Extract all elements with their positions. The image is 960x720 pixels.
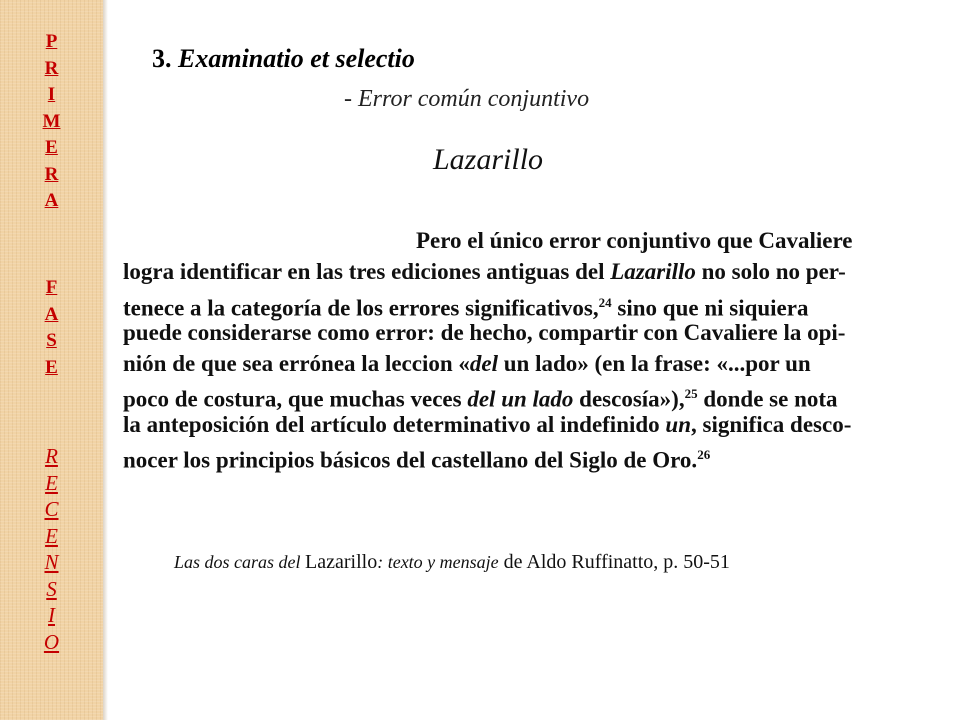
sidebar-letter: E	[45, 356, 58, 378]
scan-line	[123, 318, 845, 348]
scan-text: logra identificar en las tres ediciones antiguas del	[123, 259, 611, 284]
scan-text: del un lado	[467, 386, 574, 412]
scan-text: , significa desco-	[691, 412, 852, 437]
sidebar-letter: N	[44, 550, 59, 574]
scan-line	[123, 257, 846, 287]
heading-title: Examinatio et selectio	[178, 44, 415, 73]
sidebar-letter: S	[46, 576, 57, 601]
sidebar-letter: R	[44, 163, 59, 185]
scan-text: nocer los principios básicos del castellano del Siglo de Oro.	[123, 447, 698, 473]
sidebar-letter: I	[47, 84, 56, 105]
sidebar-word-recensio	[0, 443, 103, 655]
scan-line	[123, 440, 710, 476]
sidebar-letter: P	[45, 31, 58, 52]
scanned-text-excerpt	[118, 214, 930, 474]
footnote-ref: 25	[684, 386, 698, 401]
footnote-ref: 24	[598, 295, 612, 310]
sidebar-word-fase	[0, 275, 103, 381]
citation-book-title-a: Las dos caras del	[174, 552, 306, 572]
slide-heading	[152, 44, 415, 74]
sidebar-letter: O	[43, 629, 60, 654]
sidebar-word-primera	[0, 29, 103, 215]
sidebar-letter: C	[44, 497, 59, 521]
sidebar-letter: I	[48, 603, 55, 627]
scan-line	[123, 410, 851, 440]
scan-text: Pero el único error conjuntivo que Cavaliere	[416, 228, 853, 253]
sidebar-panel	[0, 0, 103, 720]
scan-text: puede considerarse como error: de hecho, compartir con Cavaliere la opi-	[123, 320, 846, 345]
sidebar-letter: A	[44, 190, 59, 211]
citation	[174, 551, 730, 574]
scan-text: del	[469, 351, 498, 376]
scan-text: poco de costura, que muchas veces	[123, 386, 468, 412]
slide-subheading: - Error común conjuntivo	[344, 86, 590, 112]
sidebar-letter: E	[45, 137, 58, 158]
sidebar-letter: S	[46, 330, 57, 351]
scan-text: la anteposición del artículo determinativo al indefinido	[123, 412, 666, 437]
citation-book-title-b: Lazarillo	[305, 551, 378, 573]
citation-author-page: de Aldo Ruffinatto, p. 50-51	[498, 551, 730, 573]
sidebar-letter: R	[45, 444, 58, 468]
scan-line	[416, 226, 853, 256]
scan-text: un lado» (en la frase: «...por un	[498, 351, 811, 376]
scan-text: sino que ni siquiera	[611, 295, 809, 321]
scan-text: Lazarillo	[610, 259, 696, 284]
scan-text: descosía»),	[573, 386, 685, 412]
sidebar-shadow	[103, 0, 108, 720]
scan-text: nión de que sea errónea la leccion «	[123, 351, 470, 376]
sidebar-letter: R	[44, 57, 59, 79]
footnote-ref: 26	[697, 447, 711, 462]
scan-text: tenece a la categoría de los errores significativos,	[123, 295, 599, 321]
citation-book-title-c: : texto y mensaje	[377, 552, 499, 572]
scan-text: donde se nota	[697, 386, 838, 412]
scan-line	[123, 349, 811, 379]
sidebar-letter: F	[45, 277, 58, 298]
work-title: Lazarillo	[433, 143, 544, 176]
sidebar-letter: E	[45, 470, 58, 495]
scan-text: un	[665, 412, 692, 437]
sidebar-letter: E	[45, 523, 58, 548]
scan-text: no solo no per-	[695, 259, 846, 284]
sidebar-letter: A	[44, 303, 59, 325]
sidebar-letter: M	[42, 110, 61, 132]
heading-number: 3.	[152, 44, 178, 73]
